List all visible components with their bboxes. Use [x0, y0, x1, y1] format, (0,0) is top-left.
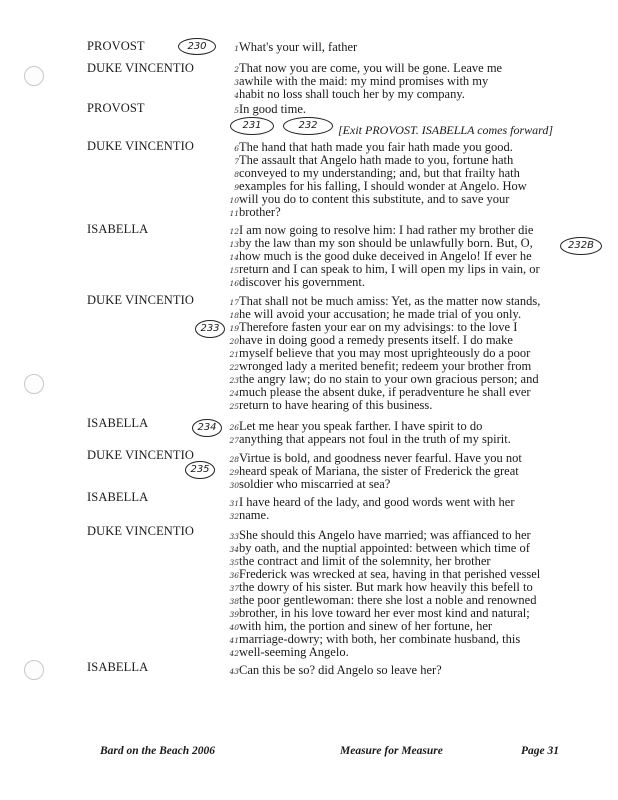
line-number: 38	[229, 597, 239, 606]
line-number: 10	[229, 196, 239, 205]
speech-line	[229, 192, 579, 206]
line-text: the contract and limit of the solemnity, her brother	[239, 554, 491, 568]
line-text: by the law than my son should be unlawfully born. But, O,	[239, 236, 533, 250]
speech	[234, 61, 579, 101]
line-text: habit no loss shall touch her by my company.	[239, 87, 465, 101]
line-number: 25	[229, 402, 239, 411]
line-text: have in doing good a remedy presents itself. I do make	[239, 333, 513, 347]
line-number: 6	[234, 144, 239, 153]
line-number: 11	[229, 209, 239, 218]
speaker-name: ISABELLA	[87, 660, 149, 674]
line-number: 43	[229, 667, 239, 676]
line-number: 31	[229, 499, 239, 508]
speech-line	[229, 477, 579, 491]
line-text: discover his government.	[239, 275, 366, 289]
line-number: 23	[229, 376, 239, 385]
line-number: 36	[229, 571, 239, 580]
speech	[229, 495, 579, 522]
line-number: 27	[229, 436, 239, 445]
line-text: Virtue is bold, and goodness never fearful. Have you not	[239, 451, 522, 465]
line-number: 30	[229, 481, 239, 490]
line-text: how much is the good duke deceived in Angelo! If ever he	[239, 249, 532, 263]
speech	[229, 663, 579, 677]
line-number: 32	[229, 512, 239, 521]
line-text: Therefore fasten your ear on my advisings: to the love I	[239, 320, 518, 334]
line-text: with him, the portion and sinew of her fortune, her	[239, 619, 493, 633]
speaker-name: ISABELLA	[87, 416, 149, 430]
speech-line	[234, 102, 579, 116]
footer-play-title: Measure for Measure	[340, 745, 443, 757]
line-number: 4	[234, 91, 239, 100]
speech	[229, 419, 579, 446]
line-number: 35	[229, 558, 239, 567]
line-number: 8	[234, 170, 239, 179]
line-number: 15	[229, 266, 239, 275]
line-text: return to have hearing of this business.	[239, 398, 433, 412]
cue-number-annotation: 232B	[560, 237, 602, 255]
line-number: 2	[234, 65, 239, 74]
footer-production: Bard on the Beach 2006	[100, 745, 216, 757]
line-text: She should this Angelo have married; was affianced to her	[239, 528, 531, 542]
speech-line	[229, 508, 579, 522]
binder-hole-top	[24, 66, 44, 86]
line-text: That now you are come, you will be gone. Leave me	[239, 61, 503, 75]
line-text: soldier who miscarried at sea?	[239, 477, 391, 491]
line-text: name.	[239, 508, 270, 522]
speaker-name: PROVOST	[87, 101, 145, 115]
line-number: 14	[229, 253, 239, 262]
footer-page-number: Page 31	[521, 745, 560, 757]
line-text: The hand that hath made you fair hath made you good.	[239, 140, 513, 154]
line-number: 42	[229, 649, 239, 658]
speech	[234, 40, 579, 54]
line-text: by oath, and the nuptial appointed: between which time of	[239, 541, 530, 555]
speech	[229, 140, 579, 219]
speech	[234, 102, 579, 116]
line-text: I have heard of the lady, and good words went with her	[239, 495, 515, 509]
line-text: I am now going to resolve him: I had rather my brother die	[239, 223, 534, 237]
speech-line	[229, 432, 579, 446]
line-text: will you do to content this substitute, and to save your	[239, 192, 510, 206]
line-text: brother?	[239, 205, 281, 219]
line-number: 17	[229, 298, 239, 307]
stage-direction: [Exit PROVOST. ISABELLA comes forward]	[338, 123, 554, 137]
cue-number-annotation: 231	[230, 117, 274, 135]
cue-number-annotation: 232	[283, 117, 333, 135]
line-number: 5	[234, 106, 239, 115]
line-number: 12	[229, 227, 239, 236]
line-number: 7	[234, 157, 239, 166]
speaker-name: DUKE VINCENTIO	[87, 139, 195, 153]
line-number: 3	[234, 78, 239, 87]
speech-line	[229, 398, 579, 412]
speech-line	[229, 275, 579, 289]
cue-number-annotation: 234	[192, 419, 222, 437]
line-text: That shall not be much amiss: Yet, as the matter now stands,	[239, 294, 541, 308]
line-text: awhile with the maid: my mind promises with my	[239, 74, 489, 88]
speech-line	[229, 495, 579, 509]
speech-line	[229, 663, 579, 677]
speaker-name: ISABELLA	[87, 222, 149, 236]
line-number: 18	[229, 311, 239, 320]
line-text: brother, in his love toward her ever most kind and natural;	[239, 606, 530, 620]
speaker-name: DUKE VINCENTIO	[87, 293, 195, 307]
line-text: much please the absent duke, if peradventure he shall ever	[239, 385, 531, 399]
speech-line	[234, 40, 579, 54]
speaker-name: DUKE VINCENTIO	[87, 61, 195, 75]
speech	[229, 528, 579, 659]
line-text: conveyed to my understanding; and, but that frailty hath	[239, 166, 520, 180]
line-number: 16	[229, 279, 239, 288]
line-text: examples for his falling, I should wonder at Angelo. How	[239, 179, 527, 193]
line-text: well-seeming Angelo.	[239, 645, 349, 659]
line-text: wronged lady a merited benefit; redeem your brother from	[239, 359, 532, 373]
line-number: 33	[229, 532, 239, 541]
speaker-name: DUKE VINCENTIO	[87, 448, 195, 462]
line-text: The assault that Angelo hath made to you, fortune hath	[239, 153, 514, 167]
line-text: the poor gentlewoman: there she lost a noble and renowned	[239, 593, 537, 607]
speech	[229, 451, 579, 491]
line-number: 20	[229, 337, 239, 346]
line-text: In good time.	[239, 102, 307, 116]
speech-line	[234, 87, 579, 101]
line-text: Let me hear you speak farther. I have spirit to do	[239, 419, 483, 433]
line-text: the angry law; do no stain to your own gracious person; and	[239, 372, 539, 386]
line-number: 9	[234, 183, 239, 192]
speech	[229, 294, 579, 412]
line-number: 37	[229, 584, 239, 593]
line-text: myself believe that you may most uprighteously do a poor	[239, 346, 531, 360]
line-text: anything that appears not foul in the truth of my spirit.	[239, 432, 511, 446]
line-number: 39	[229, 610, 239, 619]
line-text: return and I can speak to him, I will open my lips in vain, or	[239, 262, 540, 276]
speech-line	[229, 205, 579, 219]
line-number: 29	[229, 468, 239, 477]
speaker-name: ISABELLA	[87, 490, 149, 504]
line-number: 28	[229, 455, 239, 464]
line-number: 19	[229, 324, 239, 333]
line-number: 1	[234, 44, 239, 53]
line-number: 22	[229, 363, 239, 372]
cue-number-annotation: 233	[195, 320, 225, 338]
line-number: 41	[229, 636, 239, 645]
line-number: 13	[229, 240, 239, 249]
binder-hole-middle	[24, 374, 44, 394]
speaker-name: DUKE VINCENTIO	[87, 524, 195, 538]
cue-number-annotation: 230	[178, 38, 216, 55]
line-number: 26	[229, 423, 239, 432]
line-text: the dowry of his sister. But mark how heavily this befell to	[239, 580, 533, 594]
line-text: What's your will, father	[239, 40, 358, 54]
speech	[229, 223, 579, 289]
cue-number-annotation: 235	[185, 461, 215, 479]
line-text: Can this be so? did Angelo so leave her?	[239, 663, 442, 677]
line-number: 40	[229, 623, 239, 632]
speech-line	[229, 645, 579, 659]
line-number: 21	[229, 350, 239, 359]
line-text: heard speak of Mariana, the sister of Frederick the great	[239, 464, 519, 478]
line-number: 34	[229, 545, 239, 554]
line-text: Frederick was wrecked at sea, having in that perished vessel	[239, 567, 541, 581]
line-text: marriage-dowry; with both, her combinate husband, this	[239, 632, 521, 646]
line-text: he will avoid your accusation; he made trial of you only.	[239, 307, 522, 321]
line-number: 24	[229, 389, 239, 398]
speaker-name: PROVOST	[87, 39, 145, 53]
binder-hole-bottom	[24, 660, 44, 680]
